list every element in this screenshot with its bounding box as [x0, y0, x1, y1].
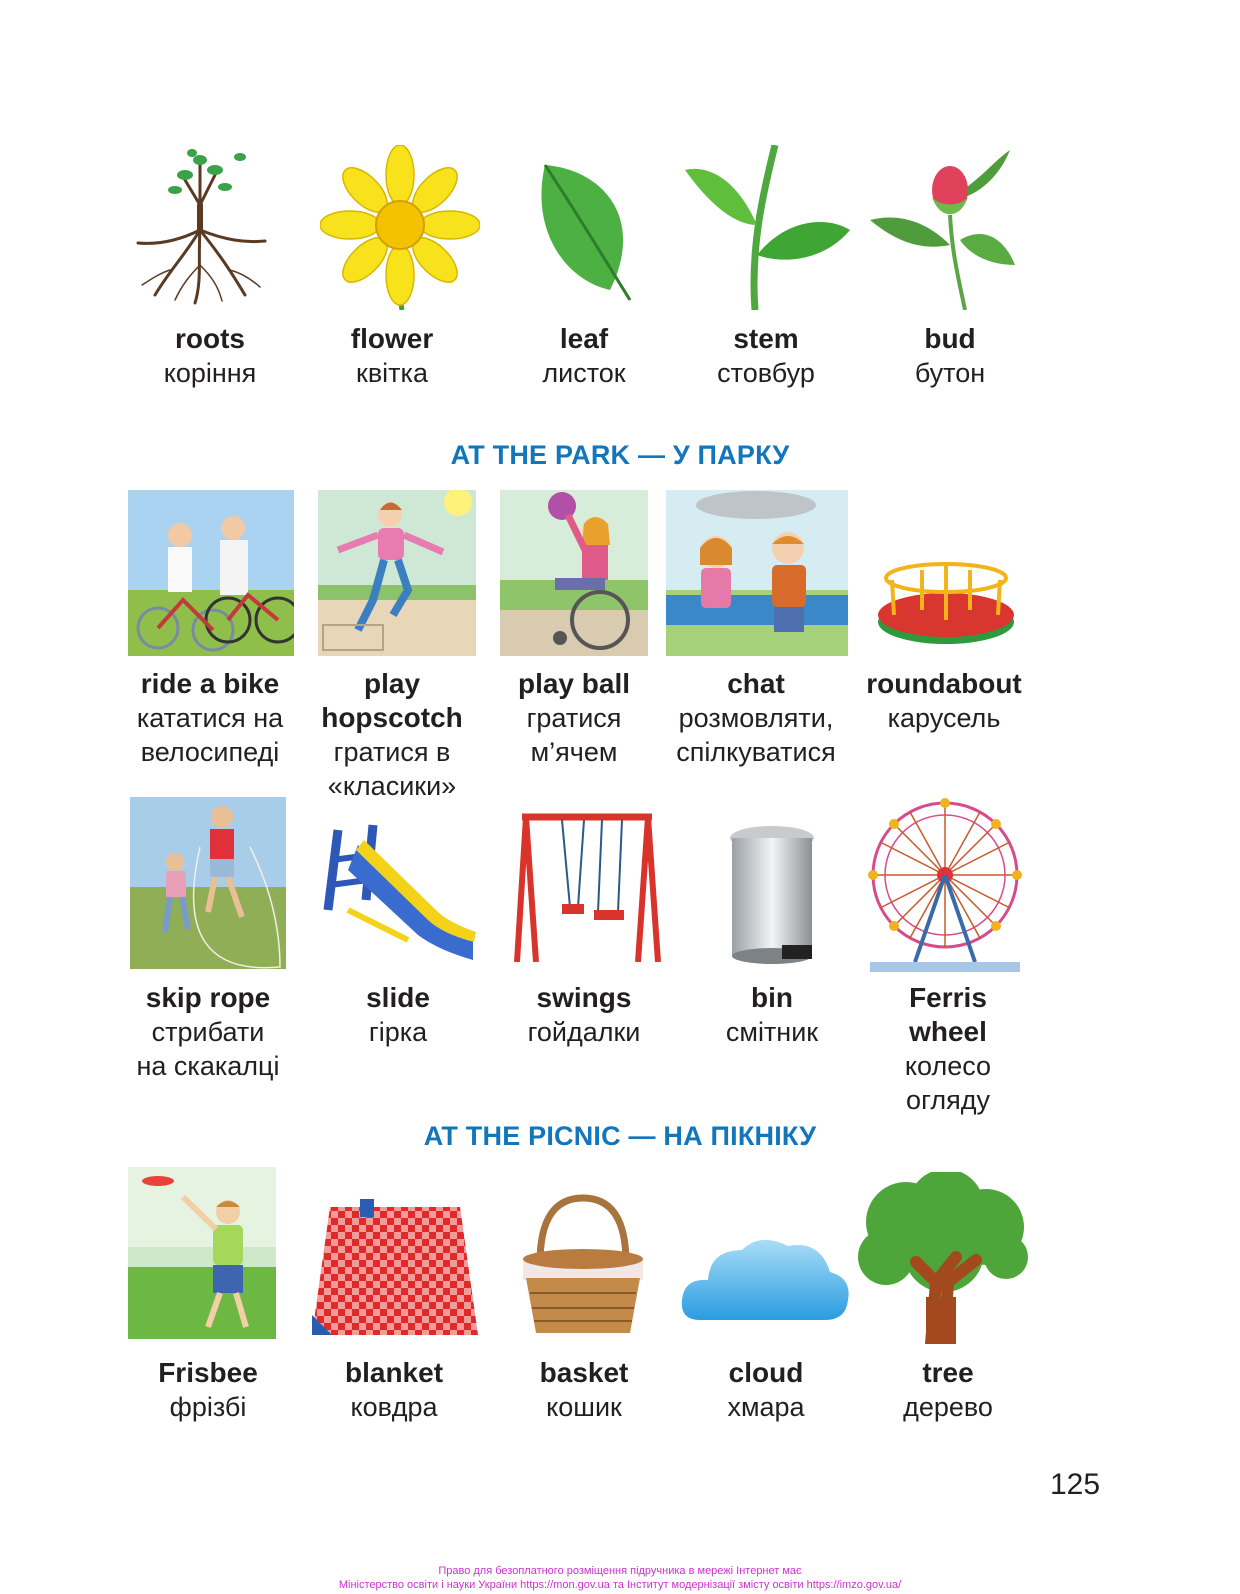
word-ua: стрибати: [151, 1017, 265, 1047]
word-ua: м’ячем: [530, 737, 618, 767]
word-ua: гойдалки: [527, 1017, 641, 1047]
word-en: ride a bike: [140, 668, 280, 699]
ferris-wheel-icon: [860, 797, 1030, 975]
word-en: skip rope: [145, 982, 271, 1013]
word-ua: смітник: [725, 1017, 819, 1047]
word-ua: квітка: [356, 358, 428, 388]
word-ua: на скакалці: [136, 1051, 280, 1081]
word-en: Ferris: [909, 982, 987, 1013]
blanket-icon: [310, 1197, 480, 1337]
word-en: basket: [539, 1357, 629, 1388]
cloud-icon: [680, 1232, 850, 1324]
section-heading-picnic: AT THE PICNIC — НА ПІКНІКУ: [423, 1121, 817, 1151]
word-ua: кататися на: [136, 703, 284, 733]
word-ua: бутон: [914, 358, 986, 388]
word-ua: гірка: [368, 1017, 428, 1047]
boy-frisbee-illustration: [128, 1167, 276, 1339]
word-en: play ball: [517, 668, 631, 699]
footer-line: Право для безоплатного розміщення підручника в мережі Інтернет має: [438, 1565, 802, 1577]
swings-icon: [512, 812, 662, 962]
word-en: wheel: [909, 1016, 987, 1047]
roundabout-icon: [872, 560, 1020, 650]
word-ua: гратися в: [333, 737, 451, 767]
slide-icon: [318, 820, 478, 960]
bud-icon: [870, 145, 1030, 310]
word-en: tree: [922, 1357, 974, 1388]
girls-skipping-photo: [130, 797, 286, 969]
word-en: flower: [350, 323, 434, 354]
word-ua: коріння: [163, 358, 257, 388]
word-en: roundabout: [866, 668, 1022, 699]
word-en: slide: [366, 982, 430, 1013]
word-ua: розмовляти,: [678, 703, 834, 733]
word-en: Frisbee: [158, 1357, 258, 1388]
word-en: leaf: [559, 323, 609, 354]
girl-wheelchair-ball-illustration: [500, 490, 648, 656]
word-ua: карусель: [887, 703, 1001, 733]
word-ua: хмара: [727, 1392, 805, 1422]
word-en: hopscotch: [321, 702, 463, 733]
word-en: blanket: [344, 1357, 444, 1388]
word-ua: дерево: [903, 1392, 993, 1422]
footer-line: Міністерство освіти і науки України https://mon.gov.ua та Інститут модернізації змісту освіти https://imzo.gov.ua/: [338, 1579, 902, 1591]
kids-bench-chat-illustration: [666, 490, 848, 656]
word-en: swings: [536, 982, 632, 1013]
word-en: bin: [751, 982, 793, 1013]
word-en: cloud: [728, 1357, 804, 1388]
word-ua: листок: [542, 358, 626, 388]
word-en: bud: [924, 323, 976, 354]
word-ua: ковдра: [350, 1392, 438, 1422]
kids-biking-photo: [128, 490, 294, 656]
word-en: stem: [733, 323, 799, 354]
girl-hopscotch-illustration: [318, 490, 476, 656]
word-ua: велосипеді: [140, 737, 280, 767]
stem-icon: [685, 145, 850, 310]
word-ua: «класики»: [327, 771, 457, 801]
page-number: 125: [1050, 1468, 1101, 1501]
tree-icon: [856, 1172, 1031, 1344]
bin-icon: [722, 820, 822, 970]
word-ua: гратися: [526, 703, 622, 733]
section-heading-park: AT THE PARK — У ПАРКУ: [450, 440, 790, 470]
flower-icon: [320, 145, 480, 310]
roots-icon: [130, 145, 270, 305]
basket-icon: [518, 1193, 648, 1338]
word-en: chat: [727, 668, 785, 699]
word-ua: колесо: [904, 1051, 992, 1081]
word-ua: кошик: [546, 1392, 622, 1422]
word-ua: огляду: [906, 1085, 990, 1115]
leaf-icon: [535, 160, 635, 305]
word-ua: фрізбі: [169, 1392, 247, 1422]
word-ua: стовбур: [717, 358, 815, 388]
word-ua: спілкуватися: [676, 737, 836, 767]
word-en: roots: [175, 323, 245, 354]
word-en: play: [363, 668, 421, 699]
